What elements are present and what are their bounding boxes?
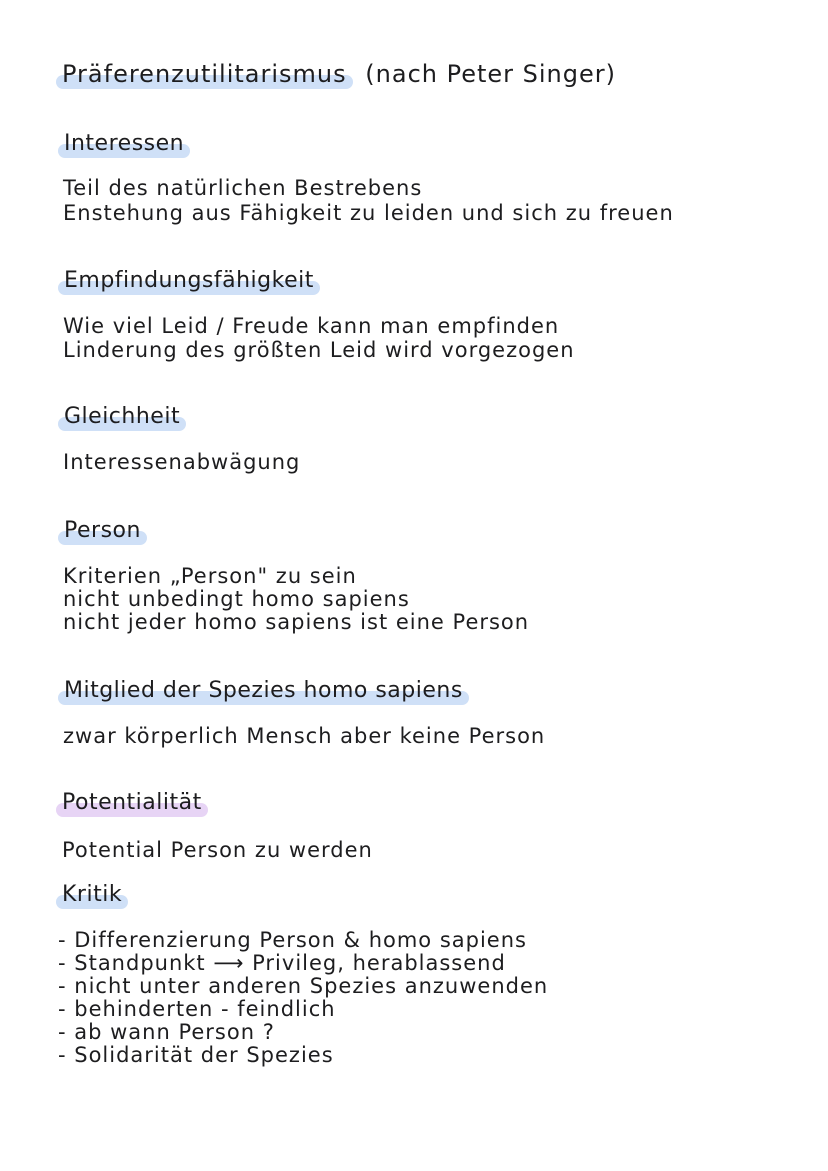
kritik-bullet-2: - Standpunkt ⟶ Privileg, herablassend [58, 951, 506, 975]
title-main: Präferenzutilitarismus [62, 60, 347, 88]
heading-gleichheit: Gleichheit [64, 404, 181, 429]
page-title [62, 62, 616, 86]
empfindung-line-1: Wie viel Leid / Freude kann man empfinden [63, 314, 560, 338]
kritik-bullet-1: - Differenzierung Person & homo sapiens [58, 928, 527, 952]
mitglied-line-1: zwar körperlich Mensch aber keine Person [63, 724, 546, 748]
person-line-3: nicht jeder homo sapiens ist eine Person [63, 610, 530, 634]
heading-kritik: Kritik [62, 882, 123, 907]
kritik-bullet-3: - nicht unter anderen Spezies anzuwenden [58, 974, 549, 998]
heading-potentialitaet: Potentialität [62, 790, 202, 815]
kritik-bullet-5: - ab wann Person ? [58, 1020, 275, 1044]
gleichheit-line-1: Interessenabwägung [63, 450, 301, 474]
kritik-bullet-4: - behinderten - feindlich [58, 997, 336, 1021]
heading-interessen: Interessen [64, 131, 185, 156]
heading-empfindungsfaehigkeit: Empfindungsfähigkeit [64, 268, 314, 293]
heading-person: Person [64, 518, 141, 543]
interessen-line-2: Enstehung aus Fähigkeit zu leiden und sich zu freuen [63, 201, 674, 225]
person-line-1: Kriterien „Person" zu sein [63, 564, 357, 588]
heading-mitglied: Mitglied der Spezies homo sapiens [64, 678, 463, 703]
interessen-line-1: Teil des natürlichen Bestrebens [63, 176, 423, 200]
person-line-2: nicht unbedingt homo sapiens [63, 587, 410, 611]
empfindung-line-2: Linderung des größten Leid wird vorgezogen [63, 338, 575, 362]
kritik-bullet-6: - Solidarität der Spezies [58, 1043, 334, 1067]
title-suffix: (nach Peter Singer) [365, 60, 616, 88]
potentialitaet-line-1: Potential Person zu werden [62, 838, 373, 862]
